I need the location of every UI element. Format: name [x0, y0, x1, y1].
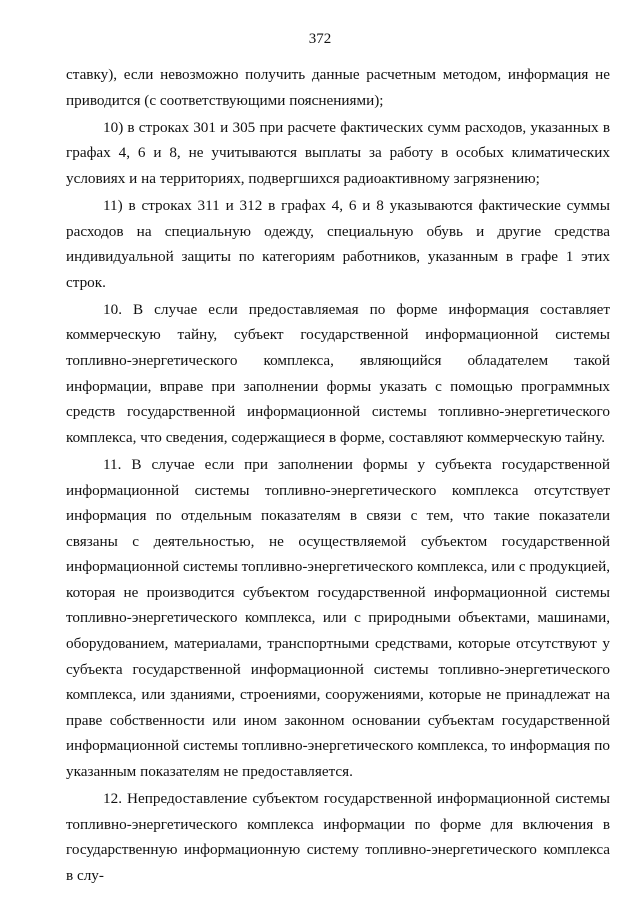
paragraph-item-11: 11) в строках 311 и 312 в графах 4, 6 и 8 указываются фактические суммы расходов на специальную одежду, специальную обувь и другие средства индивидуальной защиты по категориям работников, указанным в графе 1 этих строк. [66, 196, 610, 291]
paragraph-item-10: 10) в строках 301 и 305 при расчете фактических сумм расходов, указанных в графах 4, 6 и 8, не учитываются выплаты за работу в особых климатических условиях и на территориях, подвергшихся радиоактивному загрязнению; [66, 118, 610, 187]
document-body [66, 62, 610, 889]
page-number: 372 [308, 31, 332, 47]
paragraph-clause-10: 10. В случае если предоставляемая по форме информация составляет коммерческую тайну, субъект государственной информационной системы топливно-энергетического комплекса, являющийся обладателем такой информации, вправе при заполнении формы указать с помощью программных средств государственной информационной системы топливно-энергетического комплекса, что сведения, содержащиеся в форме, составляют коммерческую тайну. [66, 300, 610, 446]
paragraph-clause-11: 11. В случае если при заполнении формы у субъекта государственной информационной системы топливно-энергетического комплекса отсутствует информация по отдельным показателям в связи с тем, что такие показатели связаны с деятельностью, не осуществляемой субъектом государственной информационной системы топливно-энергетического комплекса, или с продукцией, которая не производится субъектом государственной информационной системы топливно-энергетического комплекса, или с природными объектами, машинами, оборудованием, материалами, транспортными средствами, которые отсутствуют у субъекта государственной информационной системы топливно-энергетического комплекса, или зданиями, строениями, сооружениями, которые не принадлежат на праве собственности или ином законном основании субъектам государственной информационной системы топливно-энергетического комплекса, то информация по указанным показателям не предоставляется. [66, 455, 610, 781]
paragraph-continuation: ставку), если невозможно получить данные расчетным методом, информация не приводится (с соответствующими пояснениями); [66, 66, 610, 109]
paragraph-clause-12: 12. Непредоставление субъектом государственной информационной системы топливно-энергетического комплекса информации по форме для включения в государственную информационную систему топливно-энергетического комплекса в слу- [66, 790, 610, 884]
